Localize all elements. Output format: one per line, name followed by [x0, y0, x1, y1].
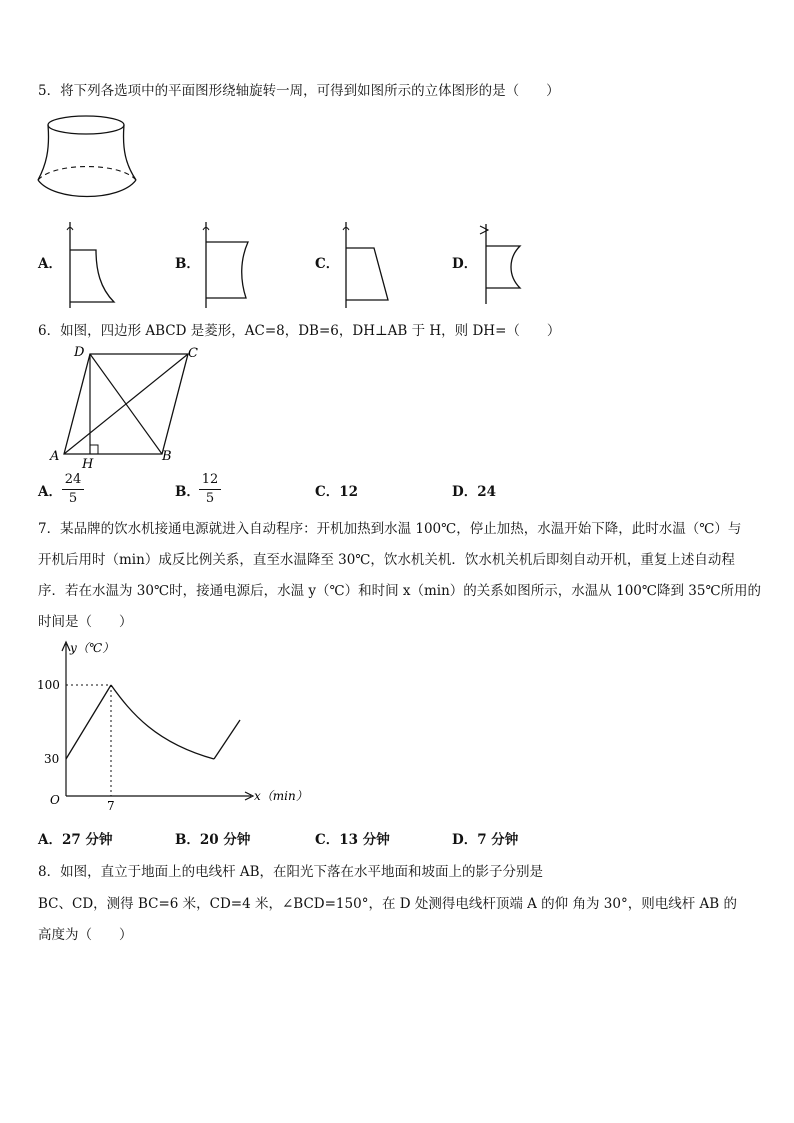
q5-option-a-figure: [60, 220, 120, 310]
q6-option-b-label[interactable]: B．: [175, 484, 200, 500]
q7-line-3: 序．若在水温为 30℃时，接通电源后，水温 y（℃）和时间 x（min）的关系如图所示，水温从 100℃降到 35℃所用的: [38, 583, 762, 599]
q6-option-a-denominator: 5: [68, 491, 78, 506]
q6-option-b-numerator: 12: [201, 472, 219, 487]
q8-line-2: BC、CD，测得 BC=6 米，CD=4 米，∠BCD=150°，在 D 处测得电线杆顶端 A 的仰 角为 30°，则电线杆 AB 的: [38, 896, 737, 912]
q7-line-2: 开机后用时（min）成反比例关系，直至水温降至 30℃，饮水机关机．饮水机关机后即刻自动开机，重复上述自动程: [38, 552, 735, 568]
q5-option-b-label[interactable]: B．: [175, 256, 200, 272]
q6-option-d[interactable]: [452, 483, 496, 501]
q6-option-a-numerator: 24: [64, 472, 82, 487]
q7-option-b[interactable]: B．20 分钟: [175, 832, 251, 848]
origin-label: O: [50, 793, 60, 807]
vertex-label-d: D: [74, 345, 85, 360]
frustum-solid-figure: [34, 110, 154, 210]
water-temperature-graph: [36, 638, 306, 818]
q6-option-a-fraction: [62, 472, 84, 507]
rhombus-figure: [48, 344, 218, 474]
q6-stem: 6．如图，四边形 ABCD 是菱形，AC=8，DB=6，DH⊥AB 于 H，则 DH=（ ）: [38, 323, 561, 339]
q8-line-3: 高度为（ ）: [38, 927, 133, 943]
q8-line-1: 8．如图，直立于地面上的电线杆 AB，在阳光下落在水平地面和坡面上的影子分别是: [38, 864, 544, 880]
y-tick-30: 30: [44, 752, 60, 766]
x-axis-label: x（min）: [254, 789, 308, 803]
q5-option-d-label[interactable]: D．: [452, 256, 478, 272]
vertex-label-a: A: [50, 449, 60, 464]
q7-option-a[interactable]: A．27 分钟: [38, 832, 113, 848]
x-tick-7: 7: [107, 799, 115, 813]
y-axis-label: y（℃）: [70, 641, 115, 655]
q6-option-d-value: 24: [477, 484, 497, 500]
q6-option-a-label[interactable]: A．: [38, 484, 62, 500]
q5-option-a-label[interactable]: A．: [38, 256, 62, 272]
q6-option-b-fraction: [199, 472, 221, 507]
q5-option-c-figure: [336, 220, 396, 310]
q7-option-d[interactable]: D．7 分钟: [452, 832, 519, 848]
q6-option-c-label: C．: [315, 484, 340, 500]
q7-line-1: 7．某品牌的饮水机接通电源就进入自动程序：开机加热到水温 100℃，停止加热，水温开始下降，此时水温（℃）与: [38, 521, 742, 537]
y-tick-100: 100: [37, 678, 60, 692]
q7-option-c[interactable]: C．13 分钟: [315, 832, 390, 848]
q7-line-4: 时间是（ ）: [38, 614, 133, 630]
q6-option-c[interactable]: [315, 483, 358, 501]
q5-option-c-label[interactable]: C．: [315, 256, 340, 272]
q5-stem: 5．将下列各选项中的平面图形绕轴旋转一周，可得到如图所示的立体图形的是（ ）: [38, 83, 560, 99]
q6-option-d-label: D．: [452, 484, 478, 500]
q6-option-b-denominator: 5: [205, 491, 215, 506]
point-label-h: H: [82, 457, 94, 472]
vertex-label-b: B: [162, 449, 172, 464]
vertex-label-c: C: [188, 346, 198, 361]
q5-option-d-figure: [476, 220, 536, 310]
q5-option-b-figure: [196, 220, 256, 310]
q6-option-c-value: 12: [339, 484, 359, 500]
